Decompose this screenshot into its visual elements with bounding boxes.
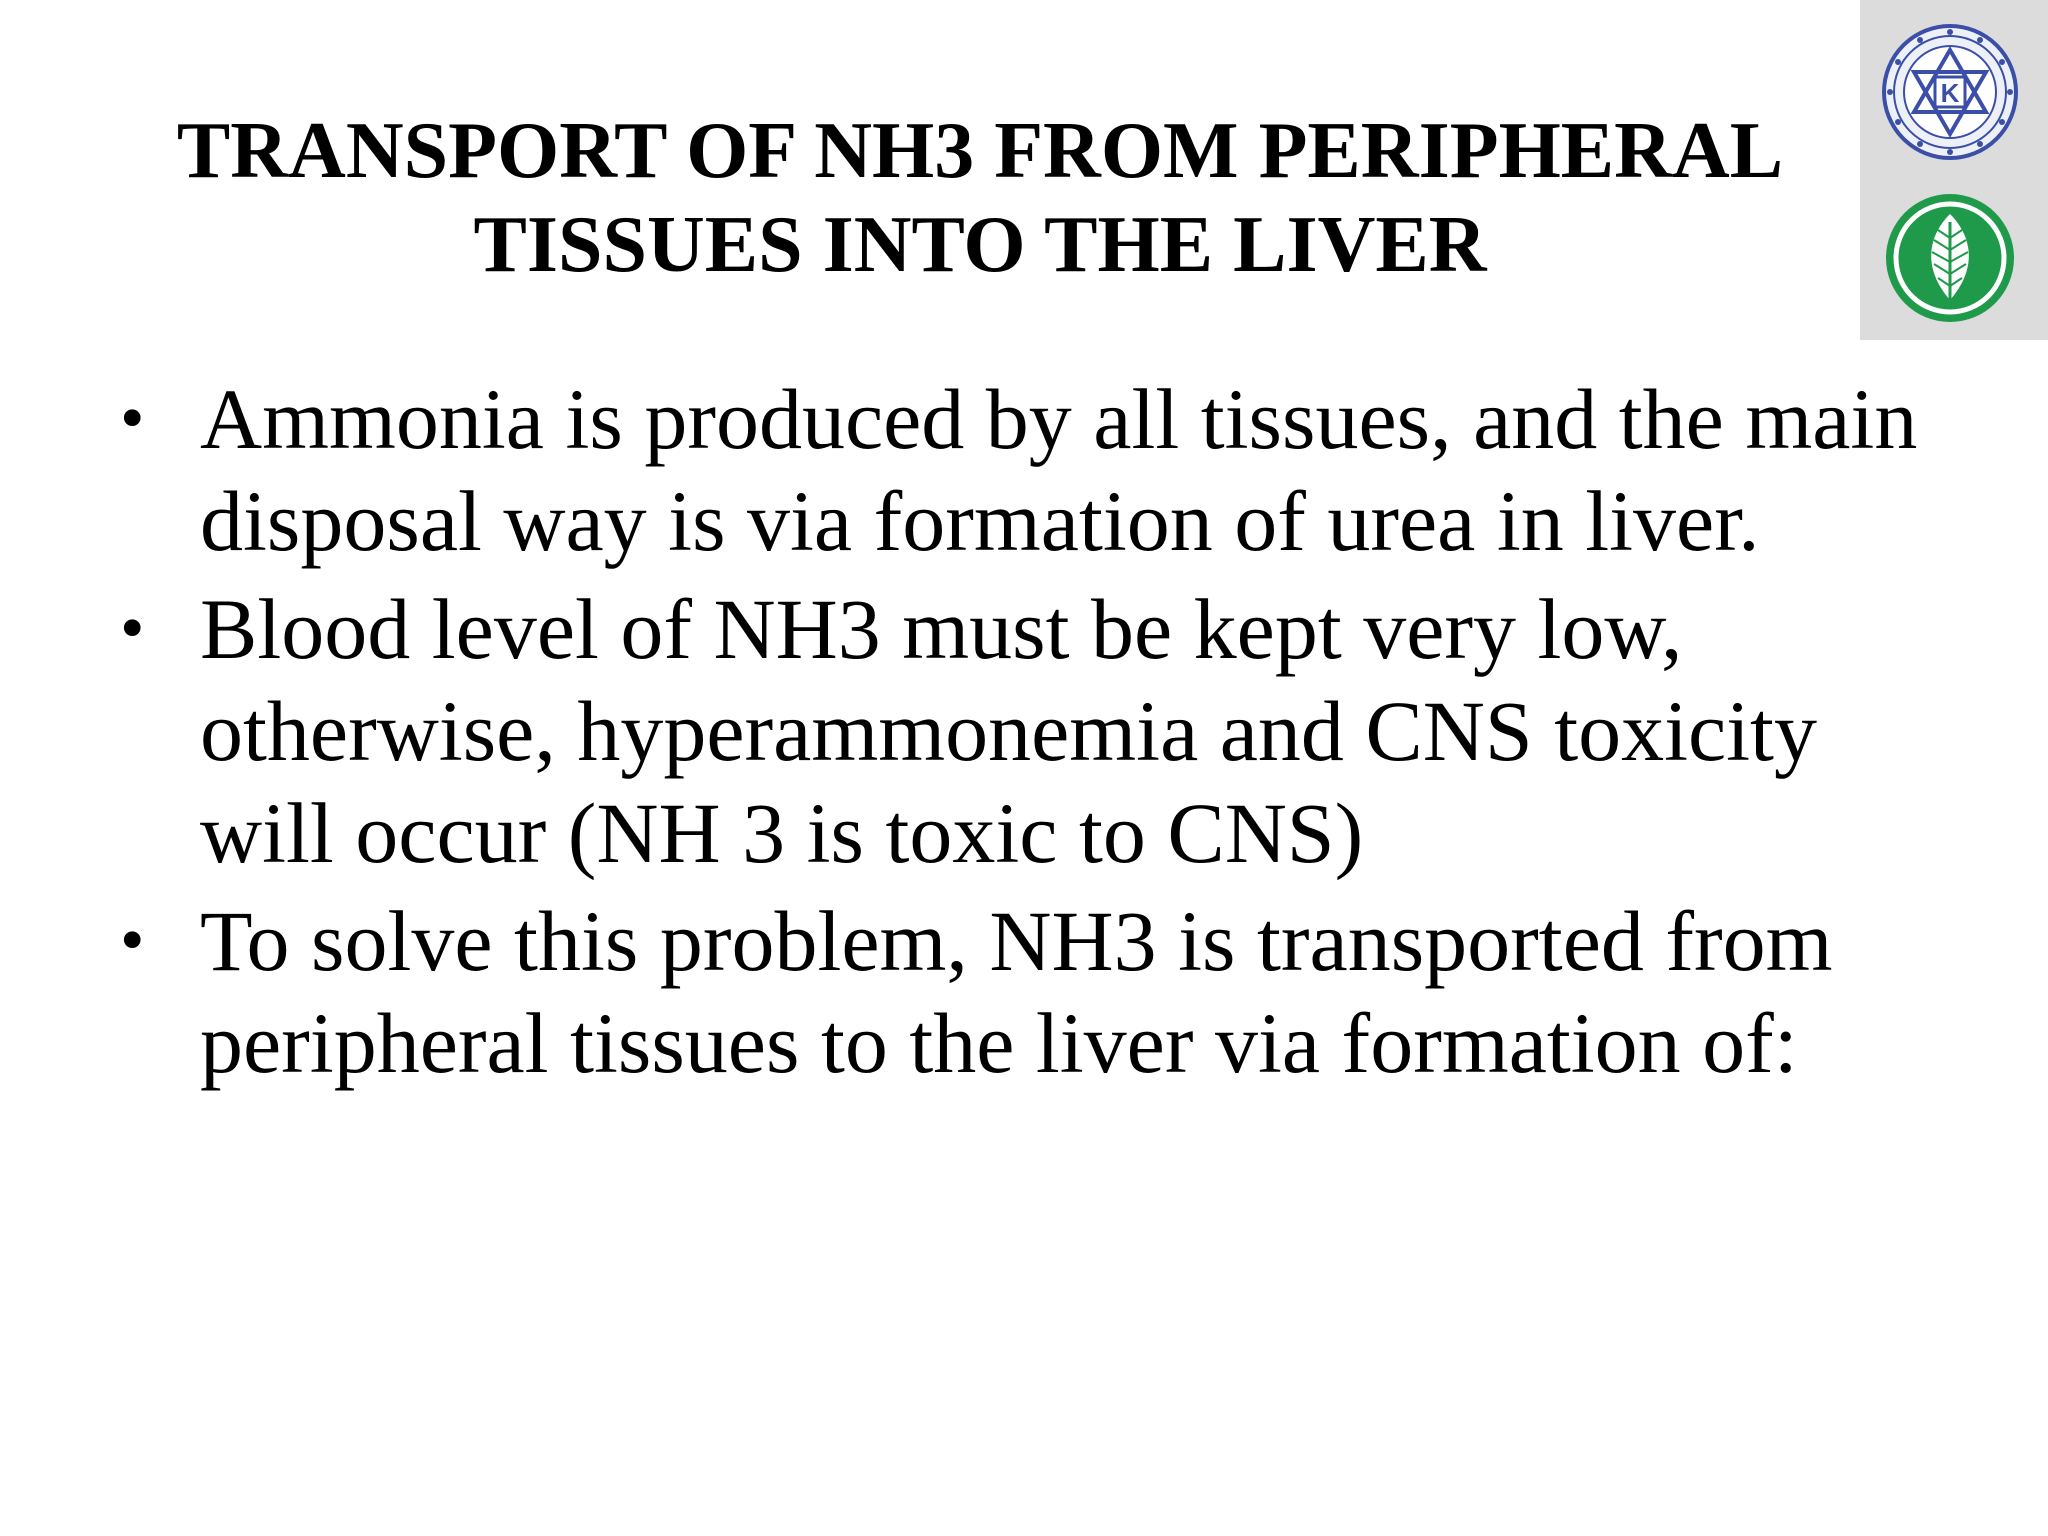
bullet-text: To solve this problem, NH3 is transported from peripheral tissues to the liver via formation of:	[200, 893, 1833, 1091]
title-line-1: TRANSPORT OF NH3 FROM PERIPHERAL	[176, 107, 1784, 195]
slide-title	[80, 104, 1880, 292]
leaf-emblem-icon	[1880, 188, 2020, 328]
university-seal-icon	[1880, 22, 2020, 162]
bullet-marker: •	[120, 590, 145, 667]
bullet-item	[120, 578, 1940, 884]
bullet-item	[120, 368, 1940, 572]
title-line-2: TISSUES INTO THE LIVER	[473, 201, 1487, 289]
bullet-marker: •	[120, 902, 145, 979]
logo-panel	[1860, 0, 2048, 340]
seal-letter: K	[1940, 78, 1960, 108]
bullet-marker: •	[120, 380, 145, 457]
bullet-text: Ammonia is produced by all tissues, and the main disposal way is via formation of urea in liver.	[200, 371, 1918, 569]
bullet-item	[120, 890, 1940, 1094]
bullet-text: Blood level of NH3 must be kept very low, otherwise, hyperammonemia and CNS toxicity will occur (NH 3 is toxic to CNS)	[200, 581, 1817, 881]
bullet-list	[120, 368, 1940, 1100]
